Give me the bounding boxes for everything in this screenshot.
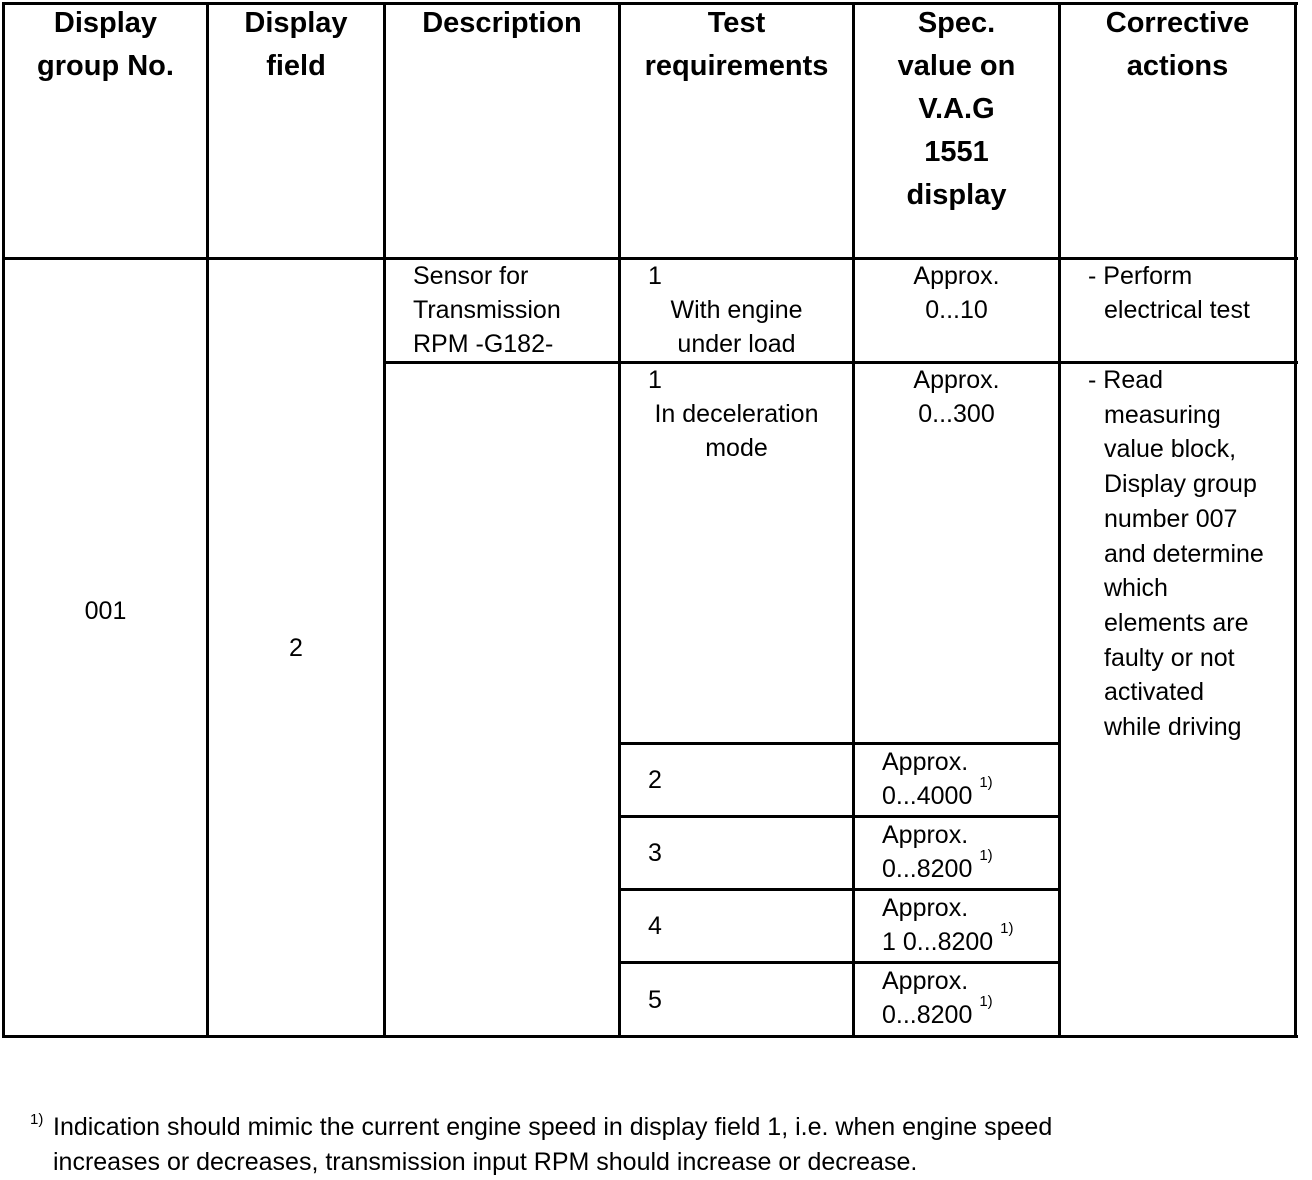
header-display-group-no: Display group No. (37, 7, 174, 82)
subrow-spec-value: Approx. 0...8200 $^{1)}$ (882, 821, 993, 883)
footnote-text: Indication should mimic the current engine speed in display field 1, i.e. when engine speed increases or decreases, transmission input RPM should increase or decrease. (53, 1113, 1053, 1176)
header-corrective-actions: Corrective actions (1105, 7, 1250, 82)
table-left-border (2, 2, 5, 1038)
header-spec-value: Spec. value on V.A.G 1551 display (897, 7, 1016, 211)
subrow-divider (619, 961, 1061, 964)
column-divider (1058, 2, 1061, 1038)
subrow-test-requirement: 3 (648, 839, 662, 867)
description-text: Sensor for Transmission RPM -G182- (413, 262, 561, 358)
row2-test-requirement: 1 In deceleration mode (648, 366, 819, 462)
subrow-divider (619, 742, 1061, 745)
subrow-test-requirement: 2 (648, 766, 662, 794)
subrow-spec-value: Approx. 1 0...8200 $^{1)}$ (882, 894, 1014, 956)
header-description: Description (422, 7, 582, 39)
column-divider (383, 2, 386, 1038)
row2-corrective-action: - Read measuring value block, Display group number 007 and determine which elements are faulty or not activated while driving (1088, 366, 1264, 742)
subrow-test-requirement: 5 (648, 986, 662, 1014)
field-number: 2 (289, 634, 303, 662)
header-display-field: Display field (244, 7, 348, 82)
footnote-marker: 1) (30, 1111, 44, 1128)
column-divider (618, 2, 621, 1038)
header-test-requirements: Test requirements (644, 7, 829, 82)
subrow-test-requirement: 4 (648, 912, 662, 940)
column-divider (206, 2, 209, 1038)
row1-corrective-action: - Perform electrical test (1088, 262, 1250, 324)
row2-spec-value: Approx. 0...300 (913, 366, 1000, 428)
table-bottom-border (3, 1035, 1298, 1038)
row1-test-requirement: 1 With engine under load (648, 262, 803, 358)
row1-spec-value: Approx. 0...10 (913, 262, 1000, 324)
subrow-divider (619, 815, 1061, 818)
table-right-border (1294, 2, 1297, 1038)
subrow-spec-value: Approx. 0...8200 $^{1)}$ (882, 967, 993, 1029)
group-number: 001 (84, 597, 127, 625)
subrow-spec-value: Approx. 0...4000 $^{1)}$ (882, 748, 993, 810)
